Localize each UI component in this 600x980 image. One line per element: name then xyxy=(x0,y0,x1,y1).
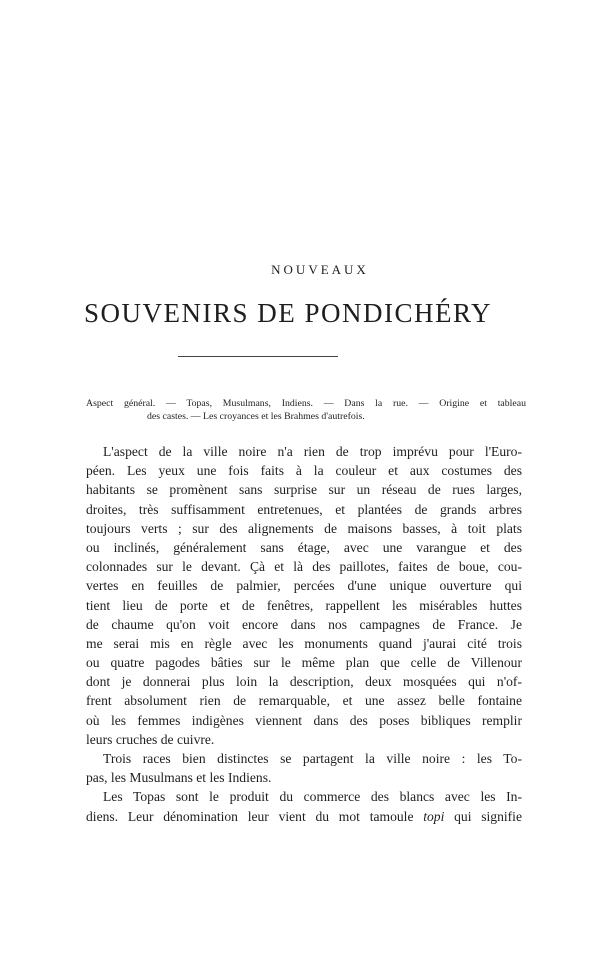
paragraph-line: pas, les Musulmans et les Indiens. xyxy=(86,770,272,786)
paragraph-line: habitants se promènent sans surprise sur un réseau de rues larges, xyxy=(86,482,522,498)
paragraph-line: ou quatre pagodes bâties sur le même plan que celle de Villenour xyxy=(86,655,522,671)
paragraph-line: de chaume qu'on voit encore dans nos campagnes de France. Je xyxy=(86,616,522,632)
paragraph-line: péen. Les yeux une fois faits à la couleur et aux costumes des xyxy=(86,463,522,479)
paragraph-line xyxy=(86,807,522,826)
chapter-kicker: NOUVEAUX xyxy=(271,262,369,277)
paragraph-line: où les femmes indigènes viennent dans des poses bibliques remplir xyxy=(86,712,522,728)
summary-line: des castes. — Les croyances et les Brahmes d'autrefois. xyxy=(147,411,365,422)
paragraph-line: frent absolument rien de remarquable, et une assez belle fontaine xyxy=(86,693,522,709)
paragraph-line: Trois races bien distinctes se partagent la ville noire : les To- xyxy=(103,751,522,766)
paragraph-line: ou inclinés, généralement sans étage, avec une varangue et des xyxy=(86,539,522,555)
title-divider xyxy=(178,356,338,357)
paragraph-line: toujours verts ; sur des alignements de maisons basses, à toit plats xyxy=(86,520,522,536)
paragraph-line: colonnades sur le devant. Çà et là des paillotes, faites de boue, cou- xyxy=(86,559,522,575)
paragraph-line: L'aspect de la ville noire n'a rien de trop imprévu pour l'Euro- xyxy=(103,444,522,459)
paragraph-line: vertes en feuilles de palmier, percées d'une unique ouverture qui xyxy=(86,578,522,594)
text-segment: diens. Leur dénomination leur vient du mot tamoule xyxy=(86,808,414,824)
paragraph-line: tient lieu de porte et de fenêtres, rappellent les misérables huttes xyxy=(86,597,522,613)
paragraph-line: droites, très suffisamment entretenues, et plantées de grands arbres xyxy=(86,501,522,517)
paragraph-line: me serai mis en règle avec les monuments quand j'aurai cité trois xyxy=(86,635,522,651)
paragraph-line: leurs cruches de cuivre. xyxy=(86,731,215,747)
body-text xyxy=(86,442,522,826)
paragraph-line: dont je donnerai plus loin la description, deux mosquées qui n'of- xyxy=(86,674,522,690)
chapter-summary xyxy=(86,397,526,423)
summary-line: Aspect général. — Topas, Musulmans, Indiens. — Dans la rue. — Origine et tableau xyxy=(86,398,526,409)
text-segment: qui signifie xyxy=(454,808,522,824)
chapter-title: SOUVENIRS DE PONDICHÉRY xyxy=(83,298,493,328)
italic-word: topi xyxy=(423,808,445,824)
paragraph-line: Les Topas sont le produit du commerce des blancs avec les In- xyxy=(103,789,522,805)
